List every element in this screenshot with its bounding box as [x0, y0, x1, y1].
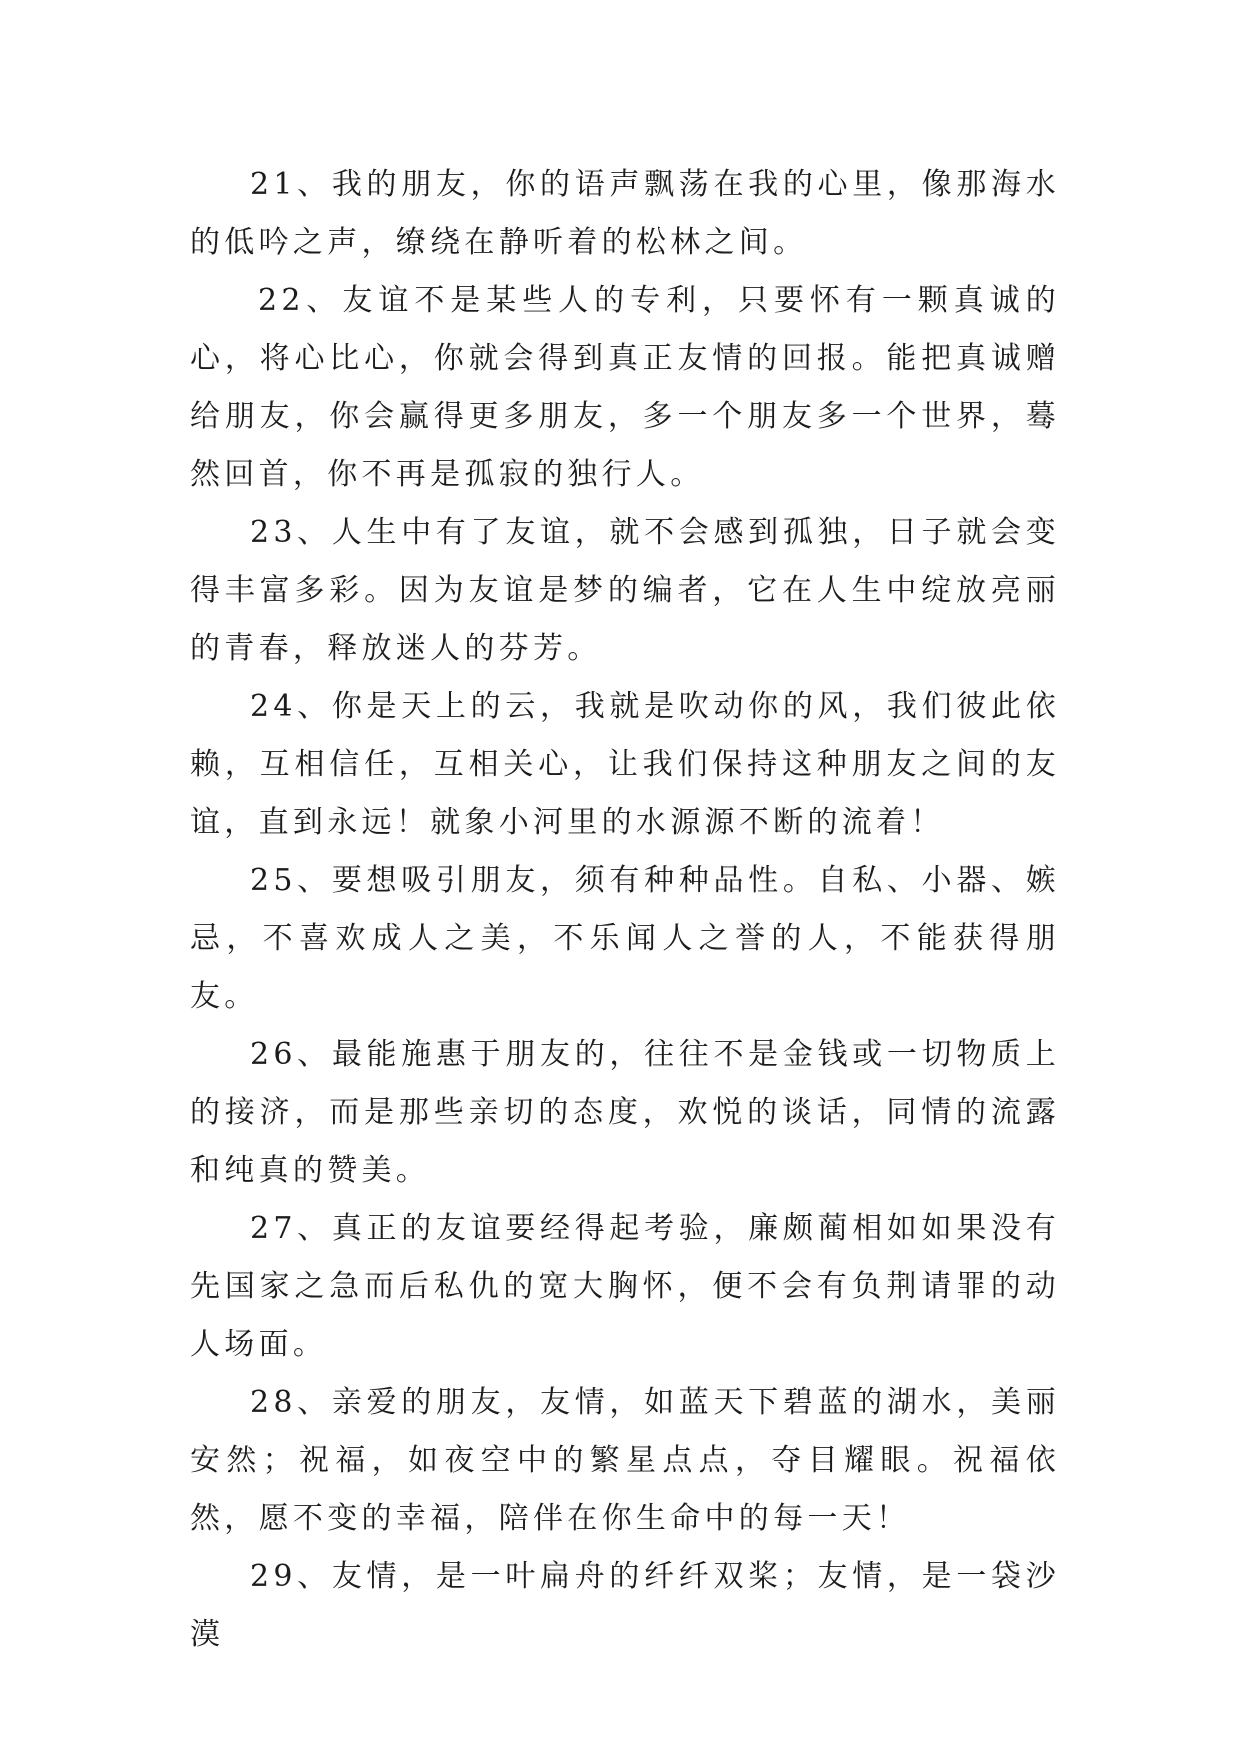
paragraph-24: 24、你是天上的云，我就是吹动你的风，我们彼此依赖，互相信任，互相关心，让我们保持这种朋友之间的友谊，直到永远！就象小河里的水源源不断的流着！: [190, 689, 1060, 840]
paragraph-21: 21、我的朋友，你的语声飘荡在我的心里，像那海水的低吟之声，缭绕在静听着的松林之间。: [190, 167, 1060, 260]
paragraph-28: 28、亲爱的朋友，友情，如蓝天下碧蓝的湖水，美丽安然；祝福，如夜空中的繁星点点，夺目耀眼。祝福依然，愿不变的幸福，陪伴在你生命中的每一天！: [190, 1385, 1060, 1536]
paragraph-23: 23、人生中有了友谊，就不会感到孤独，日子就会变得丰富多彩。因为友谊是梦的编者，它在人生中绽放亮丽的青春，释放迷人的芬芳。: [190, 515, 1060, 666]
document-body: [190, 156, 1060, 1664]
paragraph-29: 29、友情，是一叶扁舟的纤纤双桨；友情，是一袋沙漠: [190, 1559, 1060, 1652]
paragraph-27: 27、真正的友谊要经得起考验，廉颇蔺相如如果没有先国家之急而后私仇的宽大胸怀，便不会有负荆请罪的动人场面。: [190, 1211, 1060, 1362]
paragraph-22: 22、友谊不是某些人的专利，只要怀有一颗真诚的心，将心比心，你就会得到真正友情的回报。能把真诚赠给朋友，你会赢得更多朋友，多一个朋友多一个世界，蓦然回首，你不再是孤寂的独行人。: [190, 283, 1060, 492]
paragraph-25: 25、要想吸引朋友，须有种种品性。自私、小器、嫉忌，不喜欢成人之美，不乐闻人之誉的人，不能获得朋友。: [190, 863, 1060, 1014]
paragraph-26: 26、最能施惠于朋友的，往往不是金钱或一切物质上的接济，而是那些亲切的态度，欢悦的谈话，同情的流露和纯真的赞美。: [190, 1037, 1060, 1188]
